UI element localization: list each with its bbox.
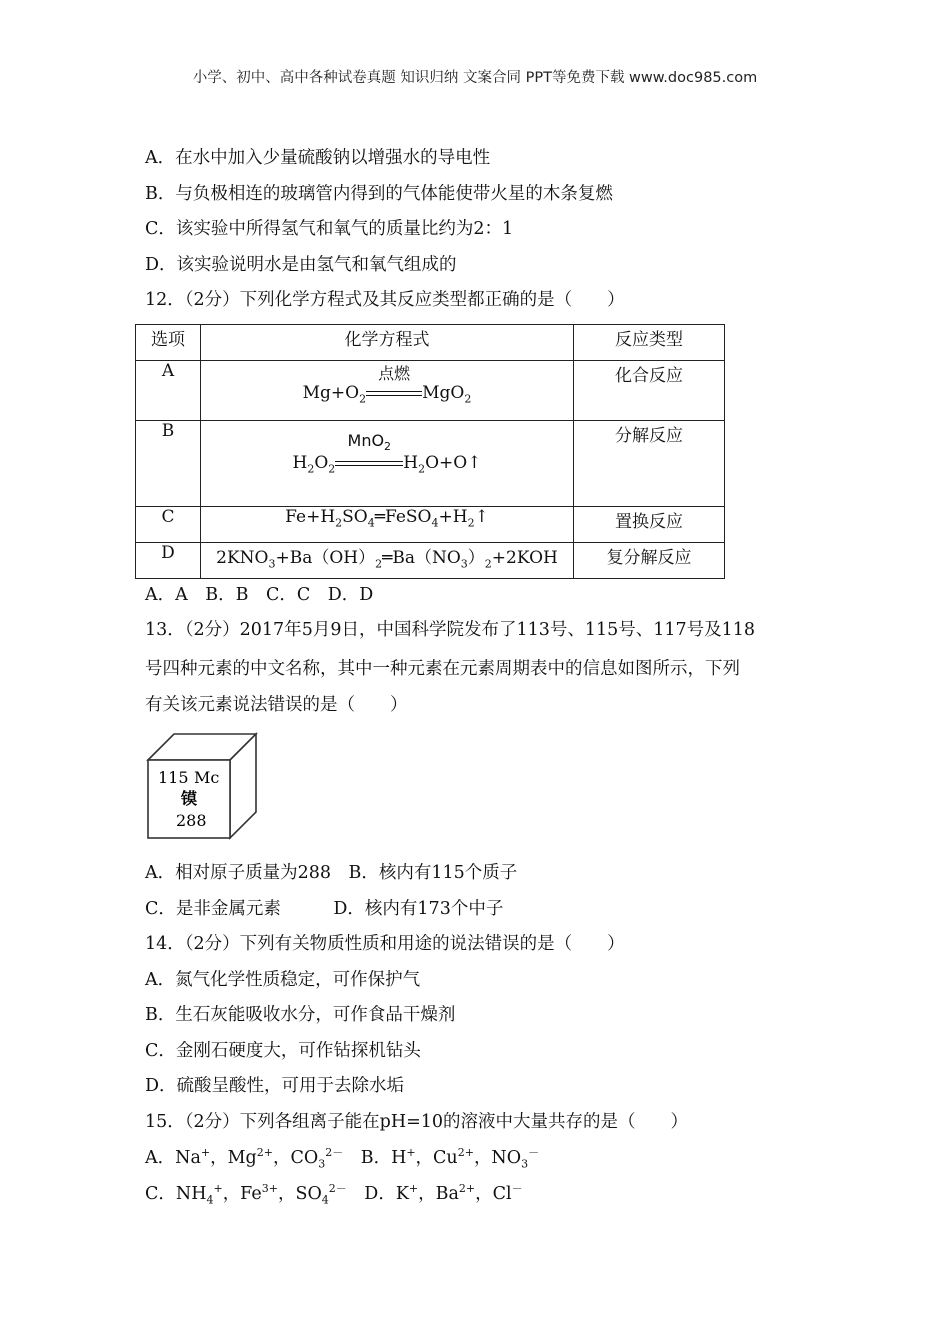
element-symbol: Mc [194,768,220,787]
row-d-option: D [136,543,201,579]
row-c-option: C [136,507,201,543]
row-b-equation: $H_2O_2$ MnO$_2$ $H_2O+O↑$ [201,421,574,507]
condition-ignite: 点燃 [378,364,411,383]
row-c-equation: $Fe+H_2SO_4═FeSO_4+H_2↑$ [201,507,574,543]
element-mass: 288 [176,811,207,830]
q14-option-c: C．金刚石硬度大，可作钻探机钻头 [145,1041,421,1061]
row-d-equation: $2KNO_3+Ba(OH)_2═Ba(NO_3)_2+2KOH$ [201,543,574,579]
q13-options-ab: A．相对原子质量为288 B．核内有115个质子 [145,863,518,883]
header-type: 反应类型 [574,325,725,361]
equation-table [135,324,725,579]
q15-stem: 15．（2分）下列各组离子能在pH=10的溶液中大量共存的是（ ） [145,1112,689,1132]
q12-answers: A．A B．B C．C D．D [145,585,374,605]
q13-options-cd: C．是非金属元素 D．核内有173个中子 [145,899,504,919]
q14-option-b: B．生石灰能吸收水分，可作食品干燥剂 [145,1005,456,1025]
q12-stem: 12．（2分）下列化学方程式及其反应类型都正确的是（ ） [145,290,625,310]
q14-option-a: A．氮气化学性质稳定，可作保护气 [145,970,421,990]
q11-option-d: D．该实验说明水是由氢气和氧气组成的 [145,255,457,275]
row-c-type: 置换反应 [574,507,725,543]
q15-options-cd: C．$NH_4^+$，$Fe^{3+}$，$SO_4^{2-}$ D．K+，$Ba^{2+}$，Cl－ [145,1182,523,1207]
q13-stem-3: 有关该元素说法错误的是（ ） [145,695,408,715]
q15-options-ab: A．Na+，$Mg^{2+}$，$CO_3^{2-}$ B．H+，$Cu^{2+}$，$NO_3^-$ [145,1146,540,1171]
condition-catalyst: MnO$_2$ [347,431,392,454]
row-b-option: B [136,421,201,507]
q11-option-b: B．与负极相连的玻璃管内得到的气体能使带火星的木条复燃 [145,184,613,204]
q14-option-d: D．硫酸呈酸性，可用于去除水垢 [145,1076,405,1096]
element-cube [146,732,258,840]
q11-option-c: C．该实验中所得氢气和氧气的质量比约为2：1 [145,219,514,239]
row-a-option: A [136,361,201,421]
header-equation: 化学方程式 [201,325,574,361]
header-option: 选项 [136,325,201,361]
q13-stem-1: 13．（2分）2017年5月9日，中国科学院发布了113号、115号、117号及118 [145,620,756,640]
row-a-type: 化合反应 [574,361,725,421]
row-d-type: 复分解反应 [574,543,725,579]
page-header: 小学、初中、高中各种试卷真题 知识归纳 文案合同 PPT等免费下载 www.doc985.com [192,70,758,86]
q13-stem-2: 号四种元素的中文名称，其中一种元素在元素周期表中的信息如图所示，下列 [145,659,740,679]
row-b-type: 分解反应 [574,421,725,507]
q11-option-a: A．在水中加入少量硫酸钠以增强水的导电性 [145,148,491,168]
element-number: 115 [158,768,189,787]
element-name: 镆 [181,789,198,808]
q14-stem: 14．（2分）下列有关物质性质和用途的说法错误的是（ ） [145,934,625,954]
row-a-equation: $Mg+O_2$ 点燃 MgO$_2$ [201,361,574,421]
